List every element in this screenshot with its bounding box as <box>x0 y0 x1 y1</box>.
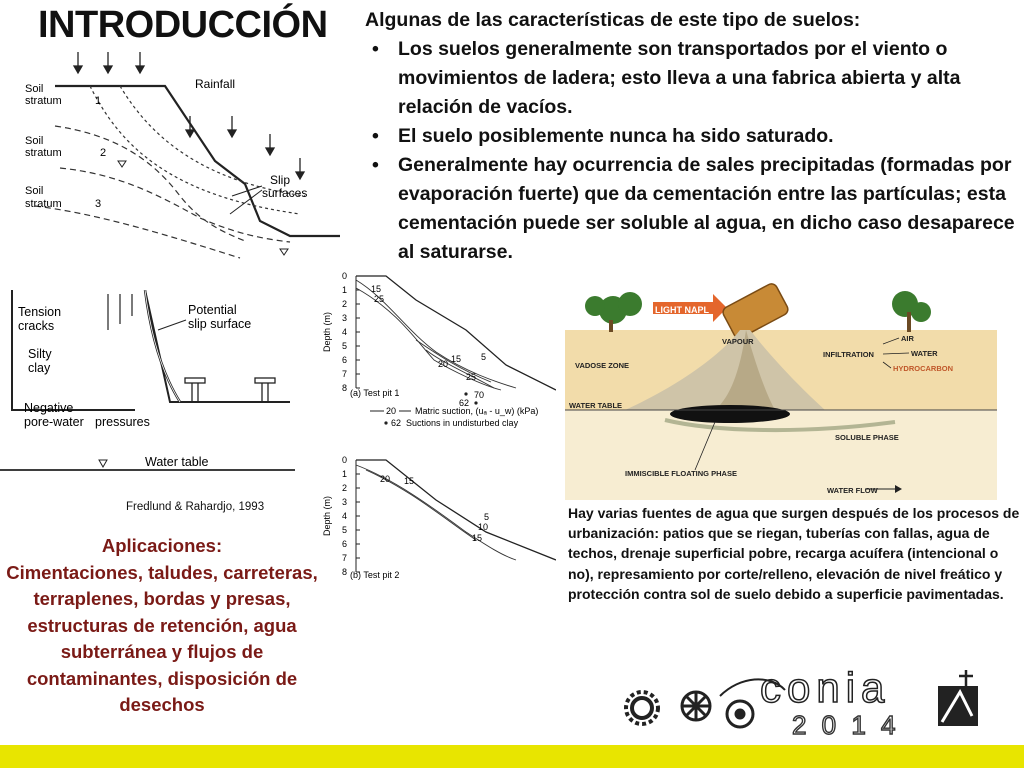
slope-rainfall-figure <box>0 46 340 271</box>
svg-text:Water table: Water table <box>145 455 209 469</box>
legend-dot-label: Suctions in undisturbed clay <box>406 418 519 428</box>
svg-text:15: 15 <box>404 476 415 486</box>
accent-bar <box>0 745 1024 768</box>
svg-text:slip surface: slip surface <box>188 317 252 331</box>
contamination-figure <box>565 282 997 500</box>
legend-dot-value: 62 <box>391 418 402 428</box>
applications-block <box>6 533 318 719</box>
svg-text:1: 1 <box>95 95 102 107</box>
svg-text:WATER FLOW: WATER FLOW <box>827 486 878 495</box>
svg-text:15: 15 <box>451 354 462 364</box>
strata-labels <box>25 83 106 210</box>
legend-line-label: Matric suction, (uₐ - u_w) (kPa) <box>415 406 539 416</box>
uca-logo-icon <box>938 670 978 726</box>
test-pits-figure <box>316 270 556 590</box>
svg-text:Negative: Negative <box>24 401 74 415</box>
pit2-depth-tick: 6 <box>342 539 348 549</box>
applications-body: Cimentaciones, taludes, carreteras, terraplenes, bordas y presas, estructuras de retención, agua subterránea y flujos de contaminantes, disposición de desechos <box>6 561 318 715</box>
svg-text:IMMISCIBLE FLOATING PHASE: IMMISCIBLE FLOATING PHASE <box>625 469 737 478</box>
pit2-depth-tick: 3 <box>342 497 348 507</box>
svg-text:62: 62 <box>459 398 470 408</box>
figure-citation: Fredlund & Rahardjo, 1993 <box>126 501 265 513</box>
svg-text:SOLUBLE PHASE: SOLUBLE PHASE <box>835 433 899 442</box>
conia-year: 2 0 1 4 <box>792 710 900 740</box>
svg-text:20: 20 <box>380 474 391 484</box>
characteristics-block <box>365 6 1015 267</box>
svg-text:cracks: cracks <box>18 319 55 333</box>
svg-text:clay: clay <box>28 361 51 375</box>
list-item: • El suelo posiblemente nunca ha sido saturado. <box>398 122 1015 151</box>
applications-heading: Aplicaciones: <box>101 535 223 556</box>
svg-text:Soil: Soil <box>25 185 44 197</box>
pit1-depth-tick: 6 <box>342 355 348 365</box>
svg-text:2: 2 <box>100 147 107 159</box>
svg-text:HYDROCARBON: HYDROCARBON <box>893 364 953 373</box>
ship-wheel-icon <box>727 701 753 727</box>
rainfall-arrows <box>74 52 304 179</box>
svg-text:25: 25 <box>374 294 385 304</box>
legend-line-value: 20 <box>386 406 397 416</box>
svg-text:Soil: Soil <box>25 135 44 147</box>
pit1-depth-tick: 5 <box>342 341 348 351</box>
svg-text:stratum: stratum <box>25 198 62 210</box>
pit1-depth-tick: 3 <box>342 313 348 323</box>
pit1-depth-label: Depth (m) <box>322 311 332 353</box>
pit1-depth-tick: 2 <box>342 299 348 309</box>
svg-text:stratum: stratum <box>25 147 62 159</box>
rainfall-label: Rainfall <box>195 77 236 91</box>
pit2-depth-tick: 4 <box>342 511 348 521</box>
svg-text:surfaces: surfaces <box>262 186 308 200</box>
characteristics-list <box>365 35 1015 267</box>
page-title: INTRODUCCIÓN <box>38 4 328 46</box>
svg-text:stratum: stratum <box>25 95 62 107</box>
svg-text:WATER: WATER <box>911 349 938 358</box>
pit1-depth-tick: 7 <box>342 369 348 379</box>
svg-text:20: 20 <box>438 359 449 369</box>
pit2-depth-tick: 2 <box>342 483 348 493</box>
pit1-depth-tick: 1 <box>342 285 348 295</box>
wheel-icon <box>682 692 710 720</box>
svg-text:VADOSE ZONE: VADOSE ZONE <box>575 361 630 370</box>
svg-text:70: 70 <box>474 390 485 400</box>
svg-text:15: 15 <box>472 533 483 543</box>
pit1-depth-tick: 8 <box>342 383 348 393</box>
svg-text:Soil: Soil <box>25 83 44 95</box>
svg-text:10: 10 <box>478 522 489 532</box>
svg-text:25: 25 <box>466 372 477 382</box>
svg-text:5: 5 <box>484 512 490 522</box>
svg-text:INFILTRATION: INFILTRATION <box>823 350 874 359</box>
svg-text:(b) Test pit 2: (b) Test pit 2 <box>350 570 400 580</box>
svg-text:VAPOUR: VAPOUR <box>722 337 754 346</box>
pit2-depth-tick: 1 <box>342 469 348 479</box>
pit2-depth-tick: 0 <box>342 455 348 465</box>
svg-text:pressures: pressures <box>95 415 150 429</box>
svg-text:(a) Test pit 1: (a) Test pit 1 <box>350 388 400 398</box>
pit2-depth-tick: 5 <box>342 525 348 535</box>
svg-text:3: 3 <box>95 198 102 210</box>
svg-text:Silty: Silty <box>28 347 52 361</box>
list-item: • Los suelos generalmente son transportados por el viento o movimientos de ladera; esto lleva a una fabrica abierta y alta relación de vacíos. <box>398 35 1015 122</box>
characteristics-heading: Algunas de las características de este tipo de suelos: <box>365 9 861 31</box>
pit2-depth-label: Depth (m) <box>322 495 332 537</box>
pit1-depth-tick: 4 <box>342 327 348 337</box>
svg-text:Potential: Potential <box>188 303 237 317</box>
water-sources-text: Hay varias fuentes de agua que surgen después de los procesos de urbanización: patios que se riegan, tuberías con fallas, agua de techos, drenaje superficial pobre, recarga acuífera (intencional o no), represamiento por corte/relleno, elevación de nivel freático y protección contra sol de suelo debido a superficie pavimentadas. <box>568 505 1020 602</box>
retaining-wall-figure <box>0 290 300 490</box>
conia-wordmark: conia <box>760 670 891 711</box>
list-item: • Generalmente hay ocurrencia de sales precipitadas (formadas por evaporación fuerte) que da cementación entre las partículas; esta cementación puede ser soluble al agua, en dicho caso desaparece al saturarse. <box>398 151 1015 267</box>
gear-icon <box>626 692 658 724</box>
svg-text:Tension: Tension <box>18 305 62 319</box>
pit2-depth-tick: 8 <box>342 567 348 577</box>
svg-text:WATER TABLE: WATER TABLE <box>569 401 623 410</box>
conference-logos <box>620 670 990 740</box>
svg-text:LIGHT NAPL: LIGHT NAPL <box>655 305 709 315</box>
svg-text:pore-water: pore-water <box>24 415 84 429</box>
svg-text:AIR: AIR <box>901 334 914 343</box>
pit1-depth-tick: 0 <box>342 271 348 281</box>
svg-text:5: 5 <box>481 352 487 362</box>
svg-text:Slip: Slip <box>270 173 291 187</box>
pit2-depth-tick: 7 <box>342 553 348 563</box>
svg-text:15: 15 <box>371 284 382 294</box>
